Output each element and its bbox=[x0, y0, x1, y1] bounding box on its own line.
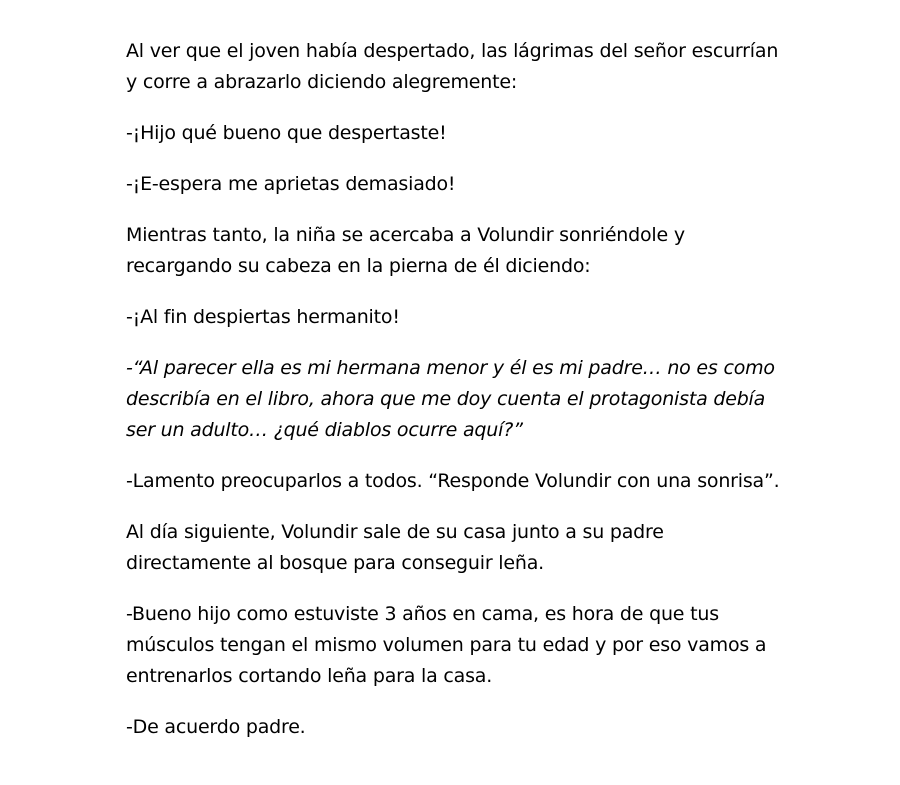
paragraph-9: -Bueno hijo como estuviste 3 años en cama, es hora de que tus músculos tengan el mismo volumen para tu edad y por eso vamos a entrenarlos cortando leña para la casa. bbox=[126, 603, 767, 687]
paragraph-7: -Lamento preocuparlos a todos. “Responde Volundir con una sonrisa”. bbox=[126, 470, 780, 492]
paragraph-8: Al día siguiente, Volundir sale de su casa junto a su padre directamente al bosque para conseguir leña. bbox=[126, 521, 664, 574]
paragraph-10: -De acuerdo padre. bbox=[126, 716, 306, 738]
paragraph-2: -¡Hijo qué bueno que despertaste! bbox=[126, 122, 447, 144]
paragraph-6-thought: -“Al parecer ella es mi hermana menor y él es mi padre… no es como describía en el libro, ahora que me doy cuenta el protagonista debía ser un adulto… ¿qué diablos ocurre aquí?” bbox=[126, 357, 775, 441]
paragraph-1: Al ver que el joven había despertado, las lágrimas del señor escurrían y corre a abrazarlo diciendo alegremente: bbox=[126, 40, 779, 93]
paragraph-5: -¡Al fin despiertas hermanito! bbox=[126, 306, 400, 328]
paragraph-4: Mientras tanto, la niña se acercaba a Volundir sonriéndole y recargando su cabeza en la pierna de él diciendo: bbox=[126, 224, 685, 277]
paragraph-3: -¡E-espera me aprietas demasiado! bbox=[126, 173, 456, 195]
document-body bbox=[126, 36, 786, 763]
